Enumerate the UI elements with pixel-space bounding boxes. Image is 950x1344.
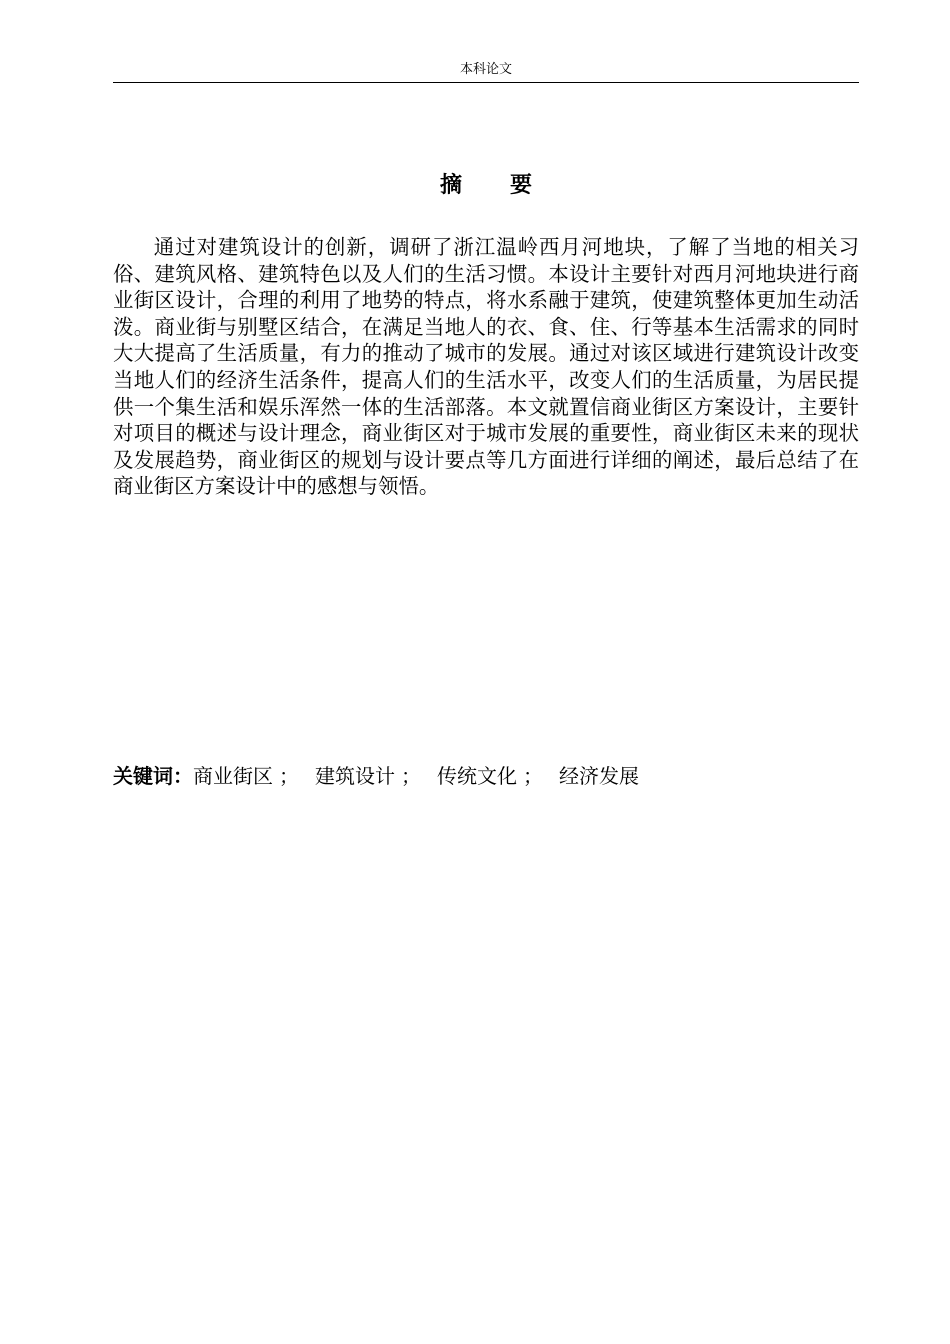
keyword-item: 经济发展 [559, 764, 639, 788]
running-header: 本科论文 [459, 62, 512, 77]
abstract-title [113, 170, 859, 202]
keyword-separator: ； [401, 764, 421, 788]
keyword-item: 商业街区 [193, 764, 273, 788]
header-rule [113, 82, 859, 83]
abstract-body: 通过对建筑设计的创新，调研了浙江温岭西月河地块，了解了当地的相关习俗、建筑风格、建筑特色以及人们的生活习惯。本设计主要针对西月河地块进行商业街区设计，合理的利用了地势的特点，将水系融于建筑，使建筑整体更加生动活泼。商业街与别墅区结合，在满足当地人的衣、食、住、行等基本生活需求的同时大大提高了生活质量，有力的推动了城市的发展。通过对该区域进行建筑设计改变当地人们的经济生活条件，提高人们的生活水平，改变人们的生活质量，为居民提供一个集生活和娱乐浑然一体的生活部落。本文就置信商业街区方案设计，主要针对项目的概述与设计理念，商业街区对于城市发展的重要性，商业街区未来的现状及发展趋势，商业街区的规划与设计要点等几方面进行详细的阐述，最后总结了在商业街区方案设计中的感想与领悟。 [113, 235, 859, 499]
abstract-title-part2: 要 [510, 173, 533, 198]
keywords-label: 关键词： [113, 764, 193, 788]
keyword-item: 传统文化 [437, 764, 517, 788]
keyword-item: 建筑设计 [315, 764, 395, 788]
keyword-separator: ； [523, 764, 543, 788]
abstract-title-part1: 摘 [439, 173, 462, 198]
keywords-line [113, 763, 859, 789]
keyword-separator: ； [279, 764, 299, 788]
